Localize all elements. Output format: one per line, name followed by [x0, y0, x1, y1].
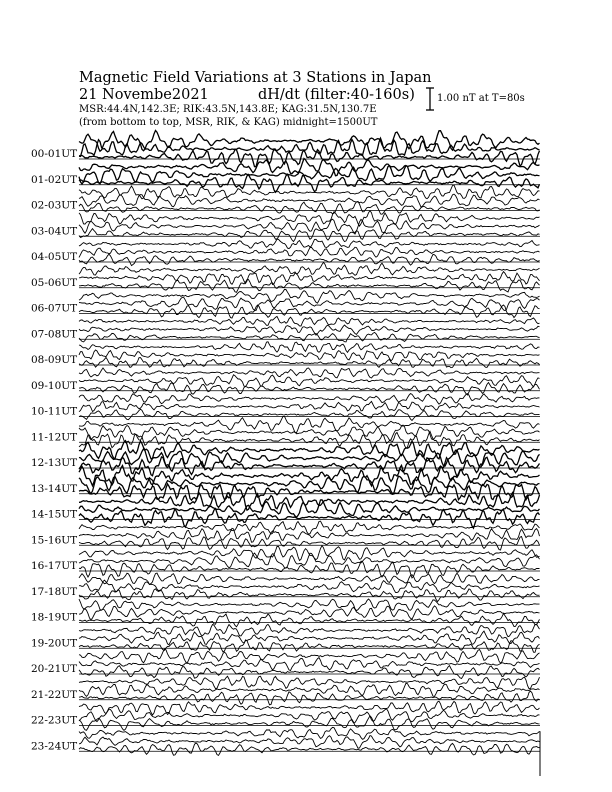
- station-trace-kag: [79, 599, 540, 611]
- station-trace-kag: [79, 211, 540, 226]
- station-trace-rik: [79, 350, 540, 361]
- hour-label: 00-01UT: [31, 148, 78, 160]
- hour-label: 03-04UT: [31, 225, 78, 238]
- station-trace-msr: [79, 357, 540, 367]
- station-trace-kag: [79, 727, 540, 739]
- scale-bar: [426, 88, 434, 110]
- station-trace-kag: [79, 131, 540, 152]
- station-trace-kag: [79, 676, 540, 689]
- station-trace-rik: [79, 658, 540, 671]
- hour-label: 18-19UT: [31, 611, 78, 624]
- hour-label: 12-13UT: [31, 457, 78, 469]
- station-trace-rik: [79, 683, 540, 696]
- station-trace-rik: [79, 709, 540, 723]
- station-trace-msr: [79, 409, 540, 420]
- station-coordinates: MSR:44.4N,142.3E; RIK:43.5N,143.8E; KAG:31.5N,130.7E: [79, 104, 377, 115]
- chart-quantity: dH/dt (filter:40-160s): [258, 87, 415, 103]
- station-trace-msr: [79, 254, 540, 265]
- station-trace-rik: [79, 375, 540, 387]
- station-trace-rik: [79, 166, 540, 184]
- hour-label: 05-06UT: [31, 276, 78, 289]
- station-trace-rik: [79, 553, 540, 568]
- station-trace-kag: [79, 262, 540, 275]
- hour-label: 06-07UT: [31, 302, 78, 315]
- hour-label: 09-10UT: [31, 379, 78, 392]
- station-trace-rik: [79, 297, 540, 311]
- station-trace-kag: [79, 316, 540, 326]
- hour-label: 04-05UT: [31, 251, 78, 263]
- station-trace-kag: [79, 649, 540, 663]
- station-order-note: (from bottom to top, MSR, RIK, & KAG) midnight=1500UT: [79, 117, 378, 128]
- station-trace-rik: [79, 194, 540, 207]
- hour-label: 10-11UT: [31, 405, 78, 418]
- station-trace-rik: [79, 736, 540, 749]
- station-trace-kag: [79, 185, 540, 199]
- hour-label: 21-22UT: [31, 688, 78, 701]
- station-trace-rik: [79, 247, 540, 257]
- station-trace-msr: [79, 431, 540, 449]
- hour-label: 07-08UT: [31, 328, 78, 341]
- station-trace-msr: [79, 149, 540, 167]
- station-trace-rik: [79, 401, 540, 411]
- station-trace-rik: [79, 325, 540, 335]
- hour-label: 20-21UT: [31, 663, 78, 675]
- hour-label: 14-15UT: [31, 508, 78, 521]
- hour-label: 13-14UT: [31, 482, 78, 495]
- station-trace-msr: [79, 201, 540, 214]
- station-trace-kag: [79, 159, 540, 176]
- station-trace-kag: [79, 239, 540, 248]
- station-trace-msr: [79, 666, 540, 679]
- hour-label: 17-18UT: [31, 585, 78, 598]
- station-trace-msr: [79, 332, 540, 342]
- station-trace-msr: [79, 613, 540, 626]
- station-trace-rik: [79, 272, 540, 285]
- station-trace-kag: [79, 546, 540, 561]
- hour-label: 02-03UT: [31, 199, 78, 212]
- hour-label: 22-23UT: [31, 714, 78, 727]
- station-trace-msr: [79, 383, 540, 396]
- hour-label: 16-17UT: [31, 560, 78, 572]
- hour-label: 11-12UT: [31, 431, 78, 444]
- station-trace-kag: [79, 394, 540, 405]
- station-trace-kag: [79, 289, 540, 303]
- station-trace-msr: [79, 743, 540, 755]
- hour-label: 01-02UT: [31, 173, 78, 186]
- station-trace-msr: [79, 589, 540, 602]
- station-trace-kag: [79, 624, 540, 637]
- station-trace-kag: [79, 342, 540, 353]
- station-trace-kag: [79, 493, 540, 511]
- hour-label: 19-20UT: [31, 637, 78, 650]
- hour-label: 23-24UT: [31, 740, 78, 753]
- station-trace-rik: [79, 631, 540, 645]
- station-trace-rik: [79, 425, 540, 440]
- station-trace-msr: [79, 280, 540, 293]
- station-trace-msr: [79, 561, 540, 578]
- station-trace-kag: [79, 368, 540, 378]
- chart-date: 21 Novembe2021: [79, 87, 209, 103]
- station-trace-msr: [79, 305, 540, 318]
- scale-bar-label: 1.00 nT at T=80s: [437, 93, 525, 104]
- chart-title: Magnetic Field Variations at 3 Stations in Japan: [79, 70, 432, 86]
- hour-label: 08-09UT: [31, 354, 78, 366]
- hour-label: 15-16UT: [31, 534, 78, 547]
